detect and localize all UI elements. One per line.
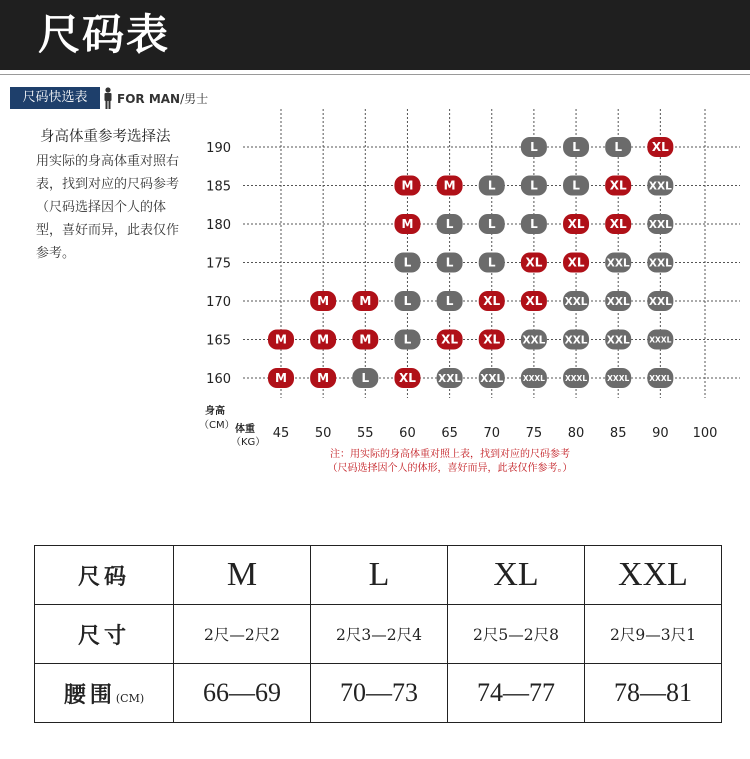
size-badge-label: M — [317, 294, 330, 308]
table-row — [35, 664, 722, 723]
y-tick-label: 190 — [206, 141, 231, 156]
table-cell: 2尺5—2尺8 — [448, 605, 585, 664]
size-badge-label: XL — [483, 332, 501, 347]
size-badge-label: XXXL — [607, 374, 630, 383]
size-badge-label: L — [445, 217, 454, 231]
x-tick-label: 55 — [357, 426, 374, 441]
y-tick-label: 170 — [206, 295, 231, 310]
x-tick-label: 85 — [609, 426, 627, 441]
size-badge-label: L — [487, 178, 496, 193]
size-badge-label: L — [445, 294, 454, 308]
x-tick-label: 100 — [692, 426, 718, 441]
table-cell: 2尺3—2尺4 — [311, 605, 448, 664]
size-badge-label: M — [401, 178, 414, 193]
size-badge-label: XXL — [648, 257, 672, 270]
size-badge-label: XXL — [606, 296, 630, 308]
y-tick-label: 165 — [206, 333, 231, 349]
size-badge-label: M — [443, 178, 456, 193]
for-man-text: FOR MAN — [117, 92, 181, 106]
size-badge-label: XXL — [564, 334, 588, 347]
size-badge-label: XL — [483, 294, 501, 308]
size-badge-label: L — [361, 371, 370, 385]
size-badge-label: XXL — [480, 373, 504, 385]
size-badge-label: M — [317, 371, 330, 385]
row-label — [35, 664, 174, 723]
man-figure-icon — [101, 87, 115, 109]
y-axis-unit: （CM） — [199, 420, 235, 431]
x-tick-label: 45 — [272, 426, 290, 441]
table-cell: M — [174, 546, 311, 605]
size-badge-label: L — [530, 178, 538, 193]
x-axis-label: 体重 — [235, 424, 255, 435]
size-badge-label: XL — [525, 294, 543, 308]
row-label: 尺码 — [35, 546, 174, 605]
size-badge-label: XXXL — [522, 374, 545, 383]
size-badge-label: L — [572, 178, 580, 193]
table-cell: XL — [448, 546, 585, 605]
size-badge-label: XXL — [606, 334, 630, 347]
x-tick-label: 70 — [483, 426, 501, 441]
quick-select-badge: 尺码快选表 — [10, 87, 100, 109]
x-tick-label: 80 — [567, 426, 585, 441]
y-tick-label: 180 — [206, 218, 231, 233]
size-badge-label: L — [487, 255, 496, 270]
size-badge-label: XXL — [648, 180, 672, 193]
table-cell: L — [311, 546, 448, 605]
size-badge-label: XL — [567, 217, 585, 231]
size-badge-label: XXL — [606, 257, 630, 270]
divider — [0, 74, 750, 75]
table-row — [35, 546, 722, 605]
header-bar — [0, 0, 750, 70]
row-label: 尺寸 — [35, 605, 174, 664]
table-cell: 2尺—2尺2 — [174, 605, 311, 664]
table-cell: 2尺9—3尺1 — [585, 605, 722, 664]
x-tick-label: 90 — [652, 426, 669, 441]
x-tick-label: 60 — [399, 426, 416, 441]
row-label-unit: (CM) — [115, 691, 145, 705]
note-line-1: 注：用实际的身高体重对照上表，找到对应的尺码参考 — [330, 449, 570, 460]
size-badge-label: M — [317, 332, 330, 347]
size-badge-label: L — [572, 140, 580, 154]
size-badge-label: XL — [651, 140, 669, 154]
size-badge-label: L — [403, 332, 412, 347]
size-badge-label: XL — [609, 217, 627, 231]
size-badge-label: L — [530, 140, 538, 154]
table-cell: 74—77 — [448, 664, 585, 723]
size-badge-label: M — [275, 332, 287, 347]
size-badge-label: M — [275, 371, 287, 385]
size-chart — [195, 105, 740, 450]
size-badge-label: XXL — [564, 296, 588, 308]
y-tick-label: 185 — [206, 179, 231, 195]
x-tick-label: 65 — [441, 426, 458, 441]
size-badge-label: M — [401, 217, 414, 231]
size-badge-label: L — [614, 140, 623, 154]
size-badge-label: L — [403, 255, 412, 270]
size-badge-label: XXXL — [564, 374, 588, 383]
x-tick-label: 75 — [525, 426, 543, 441]
y-axis-label: 身高 — [205, 406, 225, 417]
size-badge-label: XXL — [648, 296, 672, 308]
size-table — [34, 545, 722, 723]
table-cell: 78—81 — [585, 664, 722, 723]
size-badge-label: L — [487, 217, 496, 231]
size-badge-label: XL — [441, 332, 459, 347]
x-axis-unit: （KG） — [231, 437, 266, 448]
size-badge-label: L — [403, 294, 412, 308]
chart-note — [300, 448, 600, 476]
size-badge-label: XXL — [438, 373, 462, 385]
size-badge-label: M — [359, 332, 372, 347]
y-tick-label: 175 — [206, 256, 231, 272]
row-label-text: 腰围 — [63, 681, 116, 708]
size-badge-label: XL — [398, 371, 416, 385]
for-man-cn: /男士 — [180, 92, 209, 106]
table-cell: 66—69 — [174, 664, 311, 723]
y-tick-label: 160 — [206, 372, 231, 387]
page-title: 尺码表 — [38, 10, 171, 59]
size-badge-label: XXL — [648, 219, 672, 231]
table-row — [35, 605, 722, 664]
table-cell: 70—73 — [311, 664, 448, 723]
size-badge-label: L — [445, 255, 454, 270]
size-badge-label: L — [530, 217, 538, 231]
size-badge-label: XL — [609, 178, 627, 193]
size-badge-label: XL — [525, 255, 543, 270]
description-title: 身高体重参考选择法 — [40, 129, 171, 145]
description-body: 用实际的身高体重对照右表，找到对应的尺码参考（尺码选择因个人的体型，喜好而异，此表仅作参考。 — [36, 154, 180, 261]
size-badge-label: XXL — [522, 334, 546, 347]
size-badge-label: XXXL — [649, 335, 672, 345]
size-badge-label: XL — [567, 255, 585, 270]
x-tick-label: 50 — [314, 426, 332, 441]
table-cell: XXL — [585, 546, 722, 605]
note-line-2: （尺码选择因个人的体形，喜好而异，此表仅作参考。） — [327, 463, 573, 474]
size-badge-label: XXXL — [649, 374, 672, 383]
size-badge-label: M — [359, 294, 372, 308]
